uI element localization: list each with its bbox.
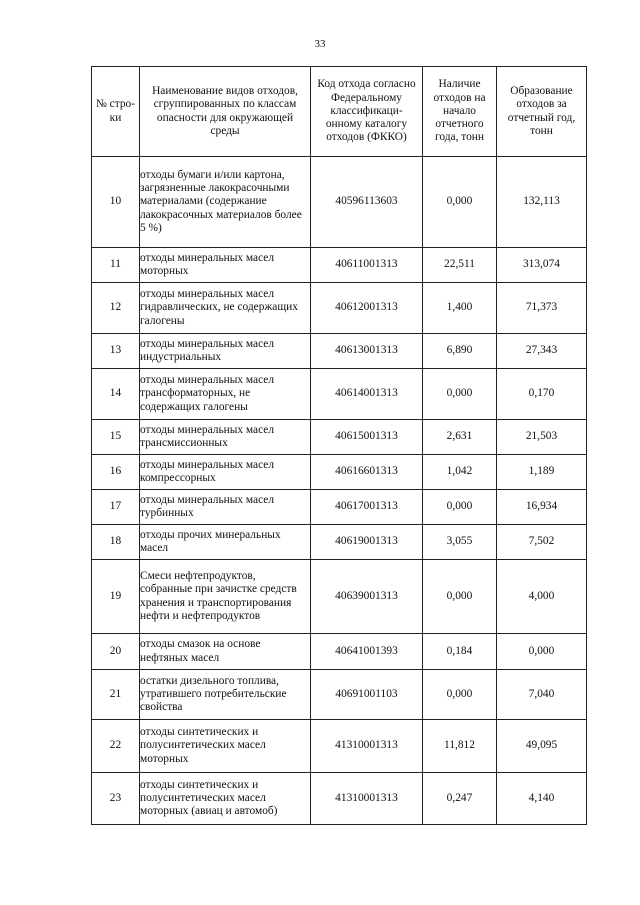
row-number: 19: [92, 560, 140, 634]
formed-amount: 1,189: [497, 455, 587, 490]
start-amount: 11,812: [423, 720, 497, 773]
row-number: 10: [92, 157, 140, 248]
table-row: [92, 248, 587, 283]
table-row: [92, 634, 587, 670]
fkko-code: 40619001313: [311, 525, 423, 560]
table-row: [92, 490, 587, 525]
formed-amount: 0,000: [497, 634, 587, 670]
header-start-amount: Наличие отходов на начало отчетного года, тонн: [423, 67, 497, 157]
fkko-code: 40641001393: [311, 634, 423, 670]
table-row: [92, 525, 587, 560]
start-amount: 0,000: [423, 670, 497, 720]
formed-amount: 4,140: [497, 773, 587, 825]
formed-amount: 49,095: [497, 720, 587, 773]
formed-amount: 71,373: [497, 283, 587, 334]
row-number: 20: [92, 634, 140, 670]
row-number: 17: [92, 490, 140, 525]
formed-amount: 7,502: [497, 525, 587, 560]
page-number: 33: [314, 38, 326, 50]
start-amount: 0,000: [423, 157, 497, 248]
waste-name: отходы минеральных масел моторных: [140, 248, 311, 283]
fkko-code: 40614001313: [311, 369, 423, 420]
waste-name: остатки дизельного топлива, утратившего потребительские свойства: [140, 670, 311, 720]
formed-amount: 7,040: [497, 670, 587, 720]
row-number: 23: [92, 773, 140, 825]
fkko-code: 40612001313: [311, 283, 423, 334]
table-row: [92, 369, 587, 420]
header-row: [92, 67, 587, 157]
fkko-code: 40613001313: [311, 334, 423, 369]
start-amount: 1,400: [423, 283, 497, 334]
table-row: [92, 720, 587, 773]
start-amount: 6,890: [423, 334, 497, 369]
waste-name: отходы прочих минеральных масел: [140, 525, 311, 560]
header-fkko-code: Код отхода согласно Федеральному классификаци-онному каталогу отходов (ФККО): [311, 67, 423, 157]
formed-amount: 132,113: [497, 157, 587, 248]
waste-name: отходы синтетических и полусинтетических масел моторных (авиац и автомоб): [140, 773, 311, 825]
row-number: 12: [92, 283, 140, 334]
row-number: 21: [92, 670, 140, 720]
table-row: [92, 334, 587, 369]
row-number: 14: [92, 369, 140, 420]
waste-name: отходы бумаги и/или картона, загрязненные лакокрасочными материалами (содержание лакокрасочных материалов более 5 %): [140, 157, 311, 248]
table-row: [92, 560, 587, 634]
waste-name: отходы минеральных масел трансформаторных, не содержащих галогены: [140, 369, 311, 420]
waste-name: отходы минеральных масел компрессорных: [140, 455, 311, 490]
fkko-code: 40691001103: [311, 670, 423, 720]
row-number: 15: [92, 420, 140, 455]
fkko-code: 41310001313: [311, 773, 423, 825]
start-amount: 0,247: [423, 773, 497, 825]
row-number: 11: [92, 248, 140, 283]
header-formed-amount: Образование отходов за отчетный год, тонн: [497, 67, 587, 157]
start-amount: 0,184: [423, 634, 497, 670]
waste-table: [91, 66, 587, 825]
start-amount: 0,000: [423, 490, 497, 525]
waste-name: отходы минеральных масел индустриальных: [140, 334, 311, 369]
header-waste-name: Наименование видов отходов, сгруппированных по классам опасности для окружающей среды: [140, 67, 311, 157]
start-amount: 1,042: [423, 455, 497, 490]
fkko-code: 40616601313: [311, 455, 423, 490]
fkko-code: 40617001313: [311, 490, 423, 525]
formed-amount: 4,000: [497, 560, 587, 634]
table-row: [92, 670, 587, 720]
fkko-code: 40615001313: [311, 420, 423, 455]
table-row: [92, 157, 587, 248]
fkko-code: 40596113603: [311, 157, 423, 248]
waste-name: отходы минеральных масел гидравлических, не содержащих галогены: [140, 283, 311, 334]
waste-name: отходы минеральных масел трансмиссионных: [140, 420, 311, 455]
waste-name: отходы минеральных масел турбинных: [140, 490, 311, 525]
row-number: 22: [92, 720, 140, 773]
header-row-number: № стро-ки: [92, 67, 140, 157]
waste-name: Смеси нефтепродуктов, собранные при зачистке средств хранения и транспортирования нефти и нефтепродуктов: [140, 560, 311, 634]
table-row: [92, 420, 587, 455]
formed-amount: 21,503: [497, 420, 587, 455]
start-amount: 3,055: [423, 525, 497, 560]
table-row: [92, 455, 587, 490]
row-number: 13: [92, 334, 140, 369]
formed-amount: 27,343: [497, 334, 587, 369]
start-amount: 22,511: [423, 248, 497, 283]
start-amount: 2,631: [423, 420, 497, 455]
start-amount: 0,000: [423, 369, 497, 420]
table-row: [92, 773, 587, 825]
waste-name: отходы смазок на основе нефтяных масел: [140, 634, 311, 670]
fkko-code: 40611001313: [311, 248, 423, 283]
formed-amount: 0,170: [497, 369, 587, 420]
waste-name: отходы синтетических и полусинтетических масел моторных: [140, 720, 311, 773]
table-row: [92, 283, 587, 334]
row-number: 18: [92, 525, 140, 560]
start-amount: 0,000: [423, 560, 497, 634]
formed-amount: 313,074: [497, 248, 587, 283]
formed-amount: 16,934: [497, 490, 587, 525]
fkko-code: 40639001313: [311, 560, 423, 634]
fkko-code: 41310001313: [311, 720, 423, 773]
row-number: 16: [92, 455, 140, 490]
